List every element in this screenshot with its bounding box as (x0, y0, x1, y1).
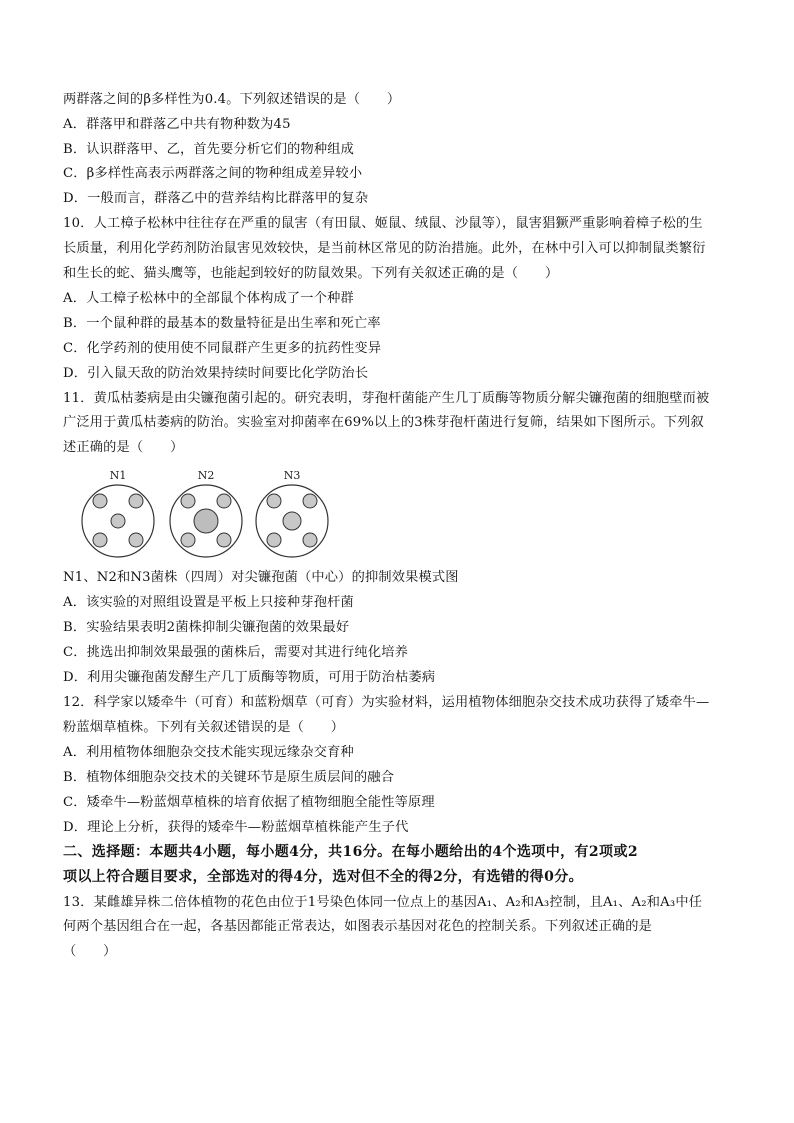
surrounding-colony (129, 533, 143, 547)
surrounding-colony (93, 533, 107, 547)
question-10-line-1: 10．人工樟子松林中往往存在严重的鼠害（有田鼠、姬鼠、绒鼠、沙鼠等），鼠害猖獗严重影响着樟子松的生 (63, 216, 703, 231)
dish-label-n2: N2 (197, 469, 215, 482)
surrounding-colony (181, 494, 195, 508)
petri-dish-diagram (80, 466, 340, 566)
option-a: A．该实验的对照组设置是平板上只接种芽孢杆菌 (63, 595, 354, 610)
option-c: C．挑选出抑制效果最强的菌株后，需要对其进行纯化培养 (63, 645, 408, 660)
center-colony (283, 512, 301, 530)
option-b: B．认识群落甲、乙，首先要分析它们的物种组成 (63, 142, 355, 157)
surrounding-colony (303, 494, 317, 508)
surrounding-colony (303, 533, 317, 547)
option-d: D．引入鼠天敌的防治效果持续时间要比化学防治长 (63, 366, 369, 381)
question-13-line-1: 13．某雌雄异株二倍体植物的花色由位于1号染色体同一位点上的基因A₁、A₂和A₃控制，且A₁、A₂和A₃中任 (63, 895, 703, 910)
option-c: C．β多样性高表示两群落之间的物种组成差异较小 (63, 166, 363, 181)
option-a: A．利用植物体细胞杂交技术能实现远缘杂交育种 (63, 745, 354, 760)
option-d: D．一般而言，群落乙中的营养结构比群落甲的复杂 (63, 191, 369, 206)
section-heading-line-1: 二、选择题：本题共4小题，每小题4分，共16分。在每小题给出的4个选项中，有2项或2 (63, 844, 638, 860)
question-12-line-2: 粉蓝烟草植株。下列有关叙述错误的是（ ） (63, 720, 345, 735)
option-b: B．植物体细胞杂交技术的关键环节是原生质层间的融合 (63, 770, 395, 785)
option-c: C．矮牵牛—粉蓝烟草植株的培育依据了植物细胞全能性等原理 (63, 795, 435, 810)
question-11-line-1: 11．黄瓜枯萎病是由尖镰孢菌引起的。研究表明，芽孢杆菌能产生几丁质酶等物质分解尖镰孢菌的细胞壁而被 (63, 391, 710, 406)
dish-label-n3: N3 (283, 469, 301, 482)
surrounding-colony (267, 533, 281, 547)
option-a: A．群落甲和群落乙中共有物种数为45 (63, 117, 291, 132)
figure-caption: N1、N2和N3菌株（四周）对尖镰孢菌（中心）的抑制效果模式图 (63, 570, 459, 585)
question-11-line-2: 广泛用于黄瓜枯萎病的防治。实验室对抑菌率在69%以上的3株芽孢杆菌进行复筛，结果如下图所示。下列叙 (63, 415, 704, 430)
dish-label-n1: N1 (109, 469, 127, 482)
question-10-line-3: 和生长的蛇、猫头鹰等，也能起到较好的防鼠效果。下列有关叙述正确的是（ ） (63, 266, 559, 281)
option-b: B．一个鼠种群的最基本的数量特征是出生率和死亡率 (63, 316, 381, 331)
surrounding-colony (217, 494, 231, 508)
surrounding-colony (181, 533, 195, 547)
center-colony (111, 514, 125, 528)
section-heading-line-2: 项以上符合题目要求，全部选对的得4分，选对但不全的得2分，有选错的得0分。 (63, 869, 584, 885)
surrounding-colony (267, 494, 281, 508)
text-line: 两群落之间的β多样性为0.4。下列叙述错误的是（ ） (63, 92, 401, 107)
option-b: B．实验结果表明2菌株抑制尖镰孢菌的效果最好 (63, 620, 350, 635)
surrounding-colony (129, 494, 143, 508)
question-10-line-2: 长质量，利用化学药剂防治鼠害见效较快，是当前林区常见的防治措施。此外，在林中引入可以抑制鼠类繁衍 (63, 241, 706, 256)
surrounding-colony (93, 494, 107, 508)
center-colony (194, 509, 218, 533)
option-d: D．理论上分析，获得的矮牵牛—粉蓝烟草植株能产生子代 (63, 820, 409, 835)
surrounding-colony (217, 533, 231, 547)
question-12-line-1: 12．科学家以矮牵牛（可育）和蓝粉烟草（可育）为实验材料，运用植物体细胞杂交技术成功获得了矮牵牛— (63, 695, 710, 710)
question-13-line-2: 何两个基因组合在一起，各基因都能正常表达，如图表示基因对花色的控制关系。下列叙述正确的是 (63, 919, 653, 934)
question-13-line-3: （ ） (63, 944, 117, 959)
question-11-line-3: 述正确的是（ ） (63, 440, 184, 455)
petri-dish-figure (80, 466, 340, 566)
option-d: D．利用尖镰孢菌发酵生产几丁质酶等物质，可用于防治枯萎病 (63, 670, 436, 685)
option-c: C．化学药剂的使用使不同鼠群产生更多的抗药性变异 (63, 341, 382, 356)
option-a: A．人工樟子松林中的全部鼠个体构成了一个种群 (63, 291, 354, 306)
